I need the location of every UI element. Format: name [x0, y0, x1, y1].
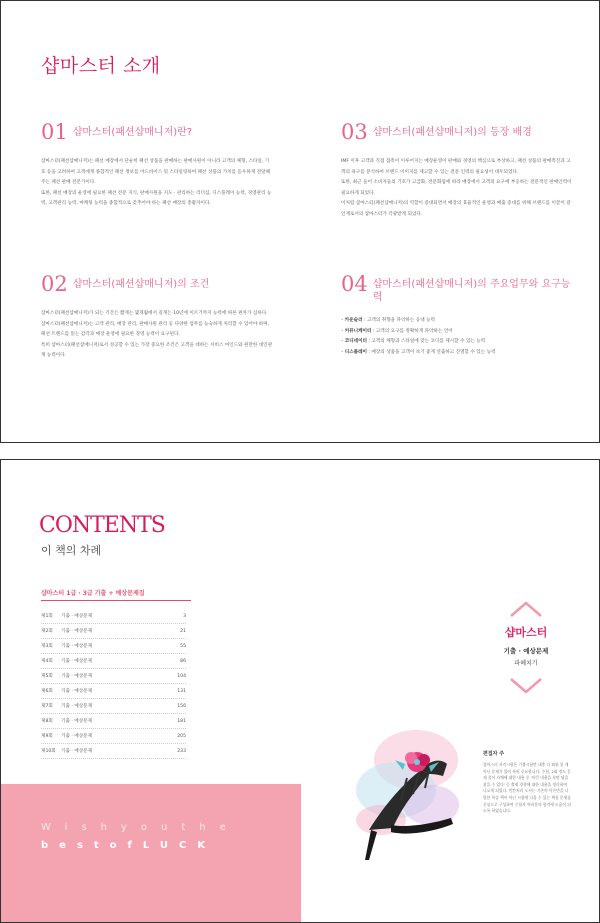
section-body — [341, 157, 573, 220]
page-title: 샵마스터 소개 — [41, 55, 161, 77]
paragraph: 이처럼 샵마스터(패션샵매니저)의 역할이 증대되면서 매장의 효율적인 운영과 매출 증대를 위해 브랜드를 이끌어 갈 인재로서의 샵마스터가 각광받게 되었다. — [341, 201, 571, 217]
series-line1: 기출 · 예상문제 — [503, 647, 549, 655]
section-03 — [341, 121, 573, 220]
toc-row[interactable]: 제6회 기출 · 예상문제 131 — [41, 684, 186, 699]
toc-row[interactable]: 제5회 기출 · 예상문제 104 — [41, 669, 186, 684]
section-02 — [41, 273, 273, 362]
section-number: 04 — [341, 272, 368, 296]
paragraph: 샵마스터(패션샵매니저)는 패션 매장에서 단순히 패션 상품을 판매하는 판매사원이 아니라 고객의 체형, 스타일, 기호 등을 고려하여 고객에게 종합적인 패션 정보를 어드바이스 및 스타일링하여 패션 상품의 가치를 돋우하게 전달해 주는 패션 판매 전문가이다. — [41, 159, 271, 185]
table-of-contents — [41, 609, 186, 759]
section-body — [41, 157, 273, 210]
contents-title: CONTENTS — [39, 513, 165, 538]
paragraph: 또한, 최근 들어 소비자들의 기호가 고급화, 전문화됨에 따라 매장에서 고객의 요구에 부응하는 전문적인 판매인력이 필요하게 되었다. — [341, 180, 572, 196]
editor-note-body: 샵마스터 자격시험은 기출시험만 대충 다 외워 볼 게 아닌 문제가 있어 특히 중요합니다. 수험, 2회 정도 문제 풀이 자체에 대한 내용 중 '이런 내용을 보면 답을 찾을 수 있다' 등 출제 경향에 대한 내용을 정리하여 나오게 되었다. 빈칸처리 도서는 기존의 이론만을 나열한 학습 책이 아닌 시험에 나올 수 있는 핵심 문제를 중심으로 구성하여 수험자 여러분의 합격에 도움이 되도록 하였습니다. — [483, 762, 571, 814]
chevron-down-icon — [509, 677, 543, 695]
section-number: 02 — [41, 272, 68, 296]
section-04 — [341, 273, 573, 358]
toc-row[interactable]: 제1회 기출 · 예상문제 3 — [41, 609, 186, 624]
list-item: – 디스플레이 : 매장의 상품을 고객이 보기 좋게 연출하고 진열할 수 있는 능력 — [341, 349, 496, 355]
section-title: 샵마스터(패션샵매니저)의 주요업무와 요구능력 — [372, 279, 571, 303]
paragraph: 또한, 패션 매장의 운영에 필요한 패션 전문 지식, 판매사원을 지도 · 관리하는 리더십, 디스플레이 능력, 경영관리 능력, 고객관리 능력, 마케팅 능력을 종합적으로 갖추어야 하는 패션 매장의 총괄자이다. — [41, 190, 272, 206]
duty-list — [341, 316, 573, 358]
section-number: 03 — [341, 120, 368, 144]
high-heel-illustration — [321, 690, 471, 865]
contents-page — [0, 459, 600, 923]
series-badge — [486, 600, 566, 695]
paragraph: IMF 이후 고객과 직접 접촉이 이루어지는 매장운영이 판매와 경영의 핵심으로 부상하고, 패션 상품의 판매촉진과 고객의 욕구를 분석하여 브랜드 이미지를 제고할 수 있는 전문 인력의 필요성이 대두되었다. — [341, 159, 571, 175]
section-body — [41, 309, 273, 362]
series-line2: 파헤치기 — [514, 660, 538, 667]
luck-text: bestofLUCK — [41, 840, 217, 851]
toc-row[interactable]: 제9회 기출 · 예상문제 205 — [41, 729, 186, 744]
toc-row[interactable]: 제7회 기출 · 예상문제 156 — [41, 699, 186, 714]
editor-note-title: 편집자 주 — [483, 751, 505, 757]
toc-row[interactable]: 제8회 기출 · 예상문제 181 — [41, 714, 186, 729]
list-item: – 카운슬러 : 고객의 취향을 파악하는 응대 능력 — [341, 318, 435, 323]
paragraph: 샵마스터(패션샵매니저)는 고객 관리, 매장 관리, 판매사원 관리 등 다양한 업무를 능숙하게 처리할 수 있어야 하며, 패션 트렌드를 읽는 감각과 매장 운영에 필요한 경영 능력이 요구된다. — [41, 321, 270, 337]
list-item: – 코디네이터 : 고객의 체형과 스타일에 맞는 코디를 제시할 수 있는 능력 — [341, 339, 486, 344]
section-01 — [41, 121, 273, 210]
series-brand: 샵마스터 — [504, 626, 548, 639]
intro-page — [0, 0, 600, 443]
toc-row[interactable]: 제10회 기출 · 예상문제 233 — [41, 744, 186, 759]
toc-divider — [41, 600, 191, 601]
toc-heading: 샵마스터 1급 · 3급 기출 + 예상문제집 — [41, 590, 145, 597]
section-number: 01 — [41, 120, 68, 144]
contents-subtitle: 이 책의 차례 — [41, 544, 102, 557]
toc-row[interactable]: 제4회 기출 · 예상문제 86 — [41, 654, 186, 669]
pink-banner — [1, 784, 301, 923]
list-item: – 커뮤니케이터 : 고객의 요구를 정확하게 파악하는 언어 — [341, 328, 453, 334]
section-title: 샵마스터(패션샵매니저)란? — [72, 127, 193, 138]
toc-row[interactable]: 제2회 기출 · 예상문제 21 — [41, 624, 186, 639]
section-title: 샵마스터(패션샵매니저)의 조건 — [72, 279, 210, 290]
section-title: 샵마스터(패션샵매니저)의 등장 배경 — [372, 127, 532, 138]
wish-text: Wishyouthe — [41, 822, 240, 833]
toc-row[interactable]: 제3회 기출 · 예상문제 55 — [41, 639, 186, 654]
paragraph: 샵마스터(패션샵매니저)가 되는 기간은 짧게는 몇개월에서 길게는 10년에 이르기까지 능력에 따른 편차가 심하다. — [41, 311, 268, 316]
paragraph: 특히 샵마스터(패션샵매니저)로서 성공할 수 있는 가장 중요한 조건은 고객을 대하는 서비스 마인드와 원만한 대인관계 능력이다. — [41, 342, 273, 358]
chevron-up-icon — [509, 600, 543, 618]
